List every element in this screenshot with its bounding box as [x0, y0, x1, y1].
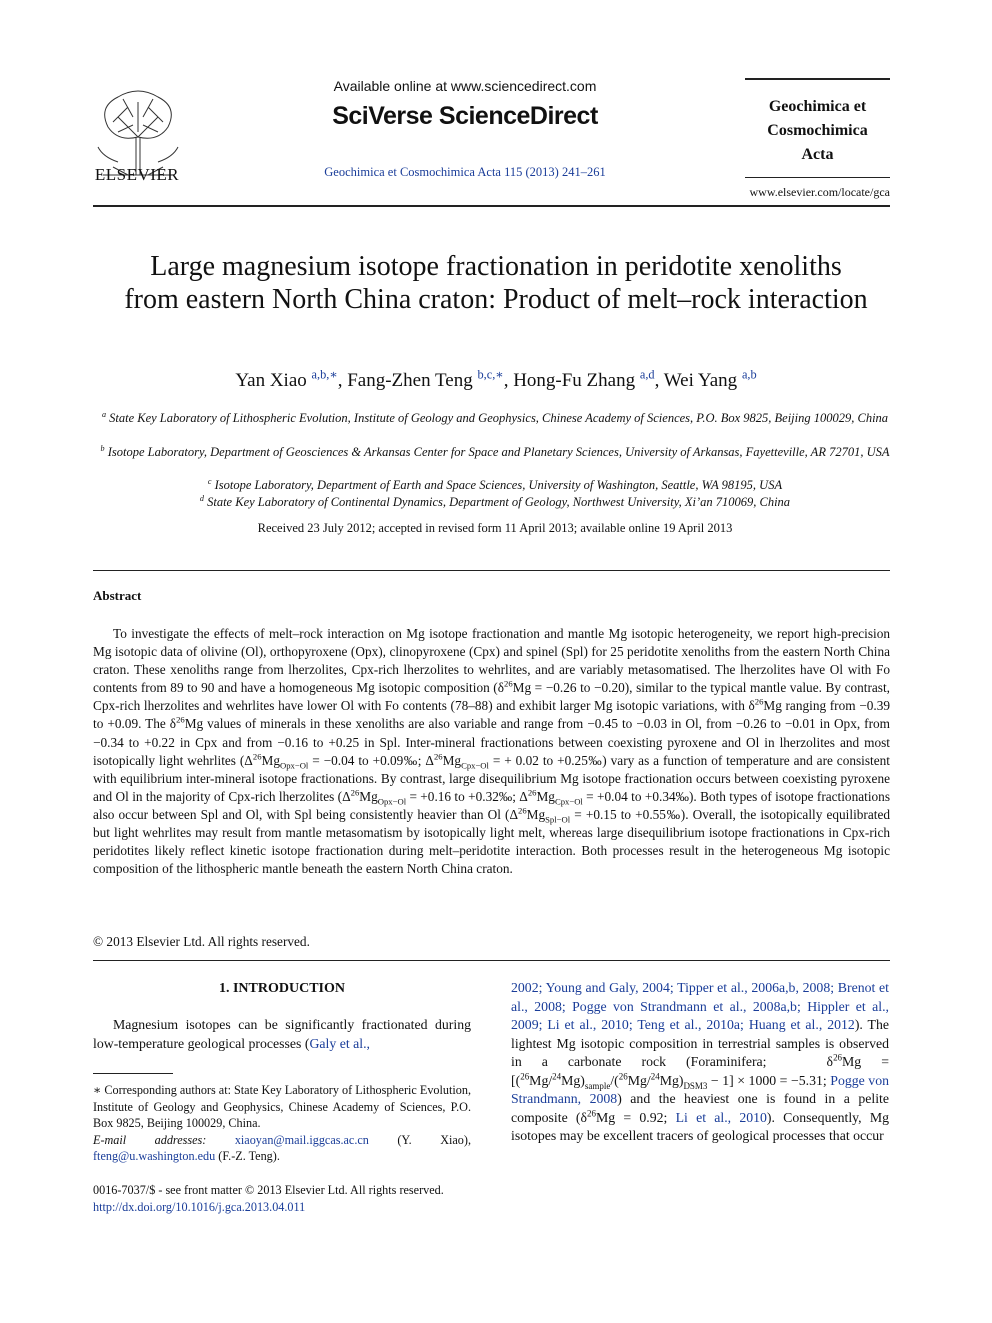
journal-title-line-3: Acta	[801, 146, 834, 163]
abstract-body: To investigate the effects of melt–rock interaction on Mg isotope fractionation and mantle Mg isotopic heterogeneity, we report high-precision Mg isotopic data of olivine (Ol), orthopyroxene (Opx), clinopyroxene (Cpx) and spinel (Spl) for 25 peridotite xenoliths from the eastern North China craton. These xenoliths range from lherzolites, Cpx-rich lherzolites to wehrlites, and are variably metasomatised. The lherzolites have Ol with Fo contents from 89 to 90 and have a homogeneous Mg isotopic composition ($\delta^{26}Mg = -0.26$ to −0.20), similar to the typical mantle value. By contrast, Cpx-rich lherzolites and wehrlites have lower Ol with Fo contents (78–88) and exhibit larger Mg isotopic variations, with $\delta^{26}Mg$ ranging from −0.39 to +0.09. The $\delta^{26}Mg$ values of minerals in these xenoliths are also variable and range from −0.45 to −0.03 in Ol, from −0.26 to −0.01 in Opx, from −0.34 to +0.22 in Cpx and from −0.16 to +0.25 in Spl. Inter-mineral fractionations between coexisting pyroxene and Ol in lherzolites and most isotopically light wehrlites ($\Delta^{26}Mg_{Opx-Ol} = -0.04$ to +0.09‰; $\Delta^{26}Mg_{Cpx-Ol}$ = + 0.02 to +0.25‰) vary as a function of temperature and are consistent with equilibrium inter-mineral isotope fractionations. By contrast, large disequilibrium Mg isotope fractionation occurs between coexisting pyroxene and Ol in the majority of Cpx-rich lherzolites ($\Delta^{26}Mg_{Opx-Ol} = +0.16$ to +0.32‰; $\Delta^{26}Mg_{Cpx-Ol} = +0.04$ to +0.34‰). Both types of isotope fractionations also occur between Spl and Ol, with Spl being consistently heavier than Ol ($\Delta^{26}Mg_{Spl-Ol} = +0.15$ to +0.55‰). Overall, the isotopically equilibrated but light wehrlites may result from mantle metasomatism by isotopically light melt, whereas large disequilibrium isotope fractionations in Cpx-rich peridotites likely reflect kinetic isotope fractionation during melt–peridotite interaction. Both processes result in the heterogeneous Mg isotopic composition of the lithospheric mantle beneath the eastern North China craton.	[93, 626, 890, 877]
header-rule	[93, 205, 890, 207]
journal-title	[740, 95, 895, 167]
copyright: © 2013 Elsevier Ltd. All rights reserved.	[93, 934, 310, 949]
affiliation-mark: a	[101, 409, 106, 419]
email-link[interactable]: fteng@u.washington.edu	[93, 1149, 216, 1164]
journal-rule-top	[745, 78, 890, 80]
article-title: Large magnesium isotope fractionation in peridotite xenoliths from eastern North China craton: Product of melt–rock interaction	[124, 251, 868, 315]
affiliation-text: Isotope Laboratory, Department of Geosciences & Arkansas Center for Space and Planetary Sciences, University of Arkansas, Fayetteville, AR 72701, USA	[107, 445, 890, 459]
journal-rule-bottom	[745, 177, 890, 178]
affiliation-text: Isotope Laboratory, Department of Earth and Space Sciences, University of Washington, Seattle, WA 98195, USA	[214, 478, 783, 492]
journal-title-line-2: Cosmochimica	[767, 122, 868, 139]
citation-link[interactable]: Galy et al.,	[309, 1035, 370, 1051]
author-affiliation-mark[interactable]: a,b	[741, 367, 757, 382]
author-name[interactable]: Yan Xiao	[235, 370, 307, 391]
email-label: E-mail addresses:	[93, 1132, 207, 1147]
citation-link[interactable]: Pogge von Strandmann, 2008	[511, 1072, 889, 1106]
abstract-rule-top	[93, 570, 890, 571]
author-list: Yan Xiao $^{a,b,∗}$, Fang-Zhen Teng $^{b,c,∗}$, Hong-Fu Zhang $^{a,d}$, Wei Yang $^{a,b}$	[235, 367, 757, 391]
author-name[interactable]: Hong-Fu Zhang	[513, 370, 636, 391]
email-link[interactable]: xiaoyan@mail.iggcas.ac.cn	[234, 1132, 369, 1147]
abstract-rule-bottom	[93, 960, 890, 961]
author-affiliation-mark[interactable]: a,d	[639, 367, 655, 382]
intro-text: Magnesium isotopes can be significantly fractionated during low-temperature geological processes (	[93, 1017, 471, 1051]
footnote-rule	[93, 1073, 173, 1074]
intro-paragraph-right: 2002; Young and Galy, 2004; Tipper et al., 2006a,b, 2008; Brenot et al., 2008; Pogge von Strandmann et al., 2008a,b; Hippler et al., 2009; Li et al., 2010; Teng et al., 2010a; Huang et al., 2012). The lightest Mg isotopic composition in terrestrial samples is observed in a carbonate rock (Foraminifera; $\delta^{26}Mg = [(^{26}Mg/^{24}Mg)_{sample}/(^{26}Mg/^{24}Mg)_{DSM3} - 1] \times 1000 = -5.31$; Pogge von Strandmann, 2008) and the heaviest one is found in a pelite composite ($\delta^{26}Mg = 0.92$; Li et al., 2010). Consequently, Mg isotopes may be excellent tracers of geological processes that occur	[511, 980, 889, 1143]
affiliation-mark: d	[199, 493, 204, 503]
email-owner: (Y. Xiao),	[397, 1132, 471, 1147]
doi-link[interactable]: http://dx.doi.org/10.1016/j.gca.2013.04.011	[93, 1200, 306, 1214]
available-online: Available online at www.sciencedirect.com	[333, 78, 597, 94]
affiliation-mark: b	[100, 443, 105, 453]
affiliation	[95, 444, 895, 461]
footnote	[93, 1082, 471, 1165]
affiliation-text: State Key Laboratory of Lithospheric Evolution, Institute of Geology and Geophysics, Chinese Academy of Sciences, P.O. Box 9825, Beijing 100029, China	[109, 411, 889, 425]
journal-reference-link[interactable]: Geochimica et Cosmochimica Acta 115 (2013) 241–261	[324, 165, 606, 179]
section-heading: 1. INTRODUCTION	[218, 981, 345, 996]
email-owner: (F.-Z. Teng).	[218, 1149, 280, 1164]
citation-link[interactable]: 2002; Young and Galy, 2004; Tipper et al., 2006a,b, 2008; Brenot et al., 2008; Pogge von Strandmann et al., 2008a,b; Hippler et al., 2009; Li et al., 2010; Teng et al., 2010a; Huang et al., 2012	[511, 980, 889, 1032]
journal-title-line-1: Geochimica et	[768, 98, 867, 115]
article-dates: Received 23 July 2012; accepted in revised form 11 April 2013; available online 19 April 2013	[257, 521, 733, 535]
journal-url[interactable]: www.elsevier.com/locate/gca	[749, 185, 890, 199]
intro-paragraph-left	[93, 1016, 471, 1053]
affiliation	[95, 494, 895, 511]
issn-line: 0016-7037/$ - see front matter © 2013 Elsevier Ltd. All rights reserved.	[93, 1183, 444, 1197]
affiliation-text: State Key Laboratory of Continental Dynamics, Department of Geology, Northwest University, Xi’an 710069, China	[207, 495, 791, 509]
abstract-heading: Abstract	[93, 588, 142, 603]
citation-link[interactable]: Li et al., 2010	[675, 1109, 767, 1125]
author-name[interactable]: Wei Yang	[663, 370, 738, 391]
platform-name: SciVerse ScienceDirect	[332, 102, 598, 130]
author-affiliation-mark[interactable]: a,b,∗	[311, 367, 338, 382]
footnote-text: ∗ Corresponding authors at: State Key Laboratory of Lithospheric Evolution, Institute of Geology and Geophysics, Chinese Academy of Sciences, P.O. Box 9825, Beijing 100029, China.	[93, 1083, 471, 1131]
affiliation	[95, 410, 895, 427]
author-affiliation-mark[interactable]: b,c,∗	[477, 367, 504, 382]
publisher-name: ELSEVIER	[94, 165, 180, 184]
affiliation	[95, 477, 895, 494]
affiliation-mark: c	[207, 476, 212, 486]
author-name[interactable]: Fang-Zhen Teng	[347, 370, 473, 391]
